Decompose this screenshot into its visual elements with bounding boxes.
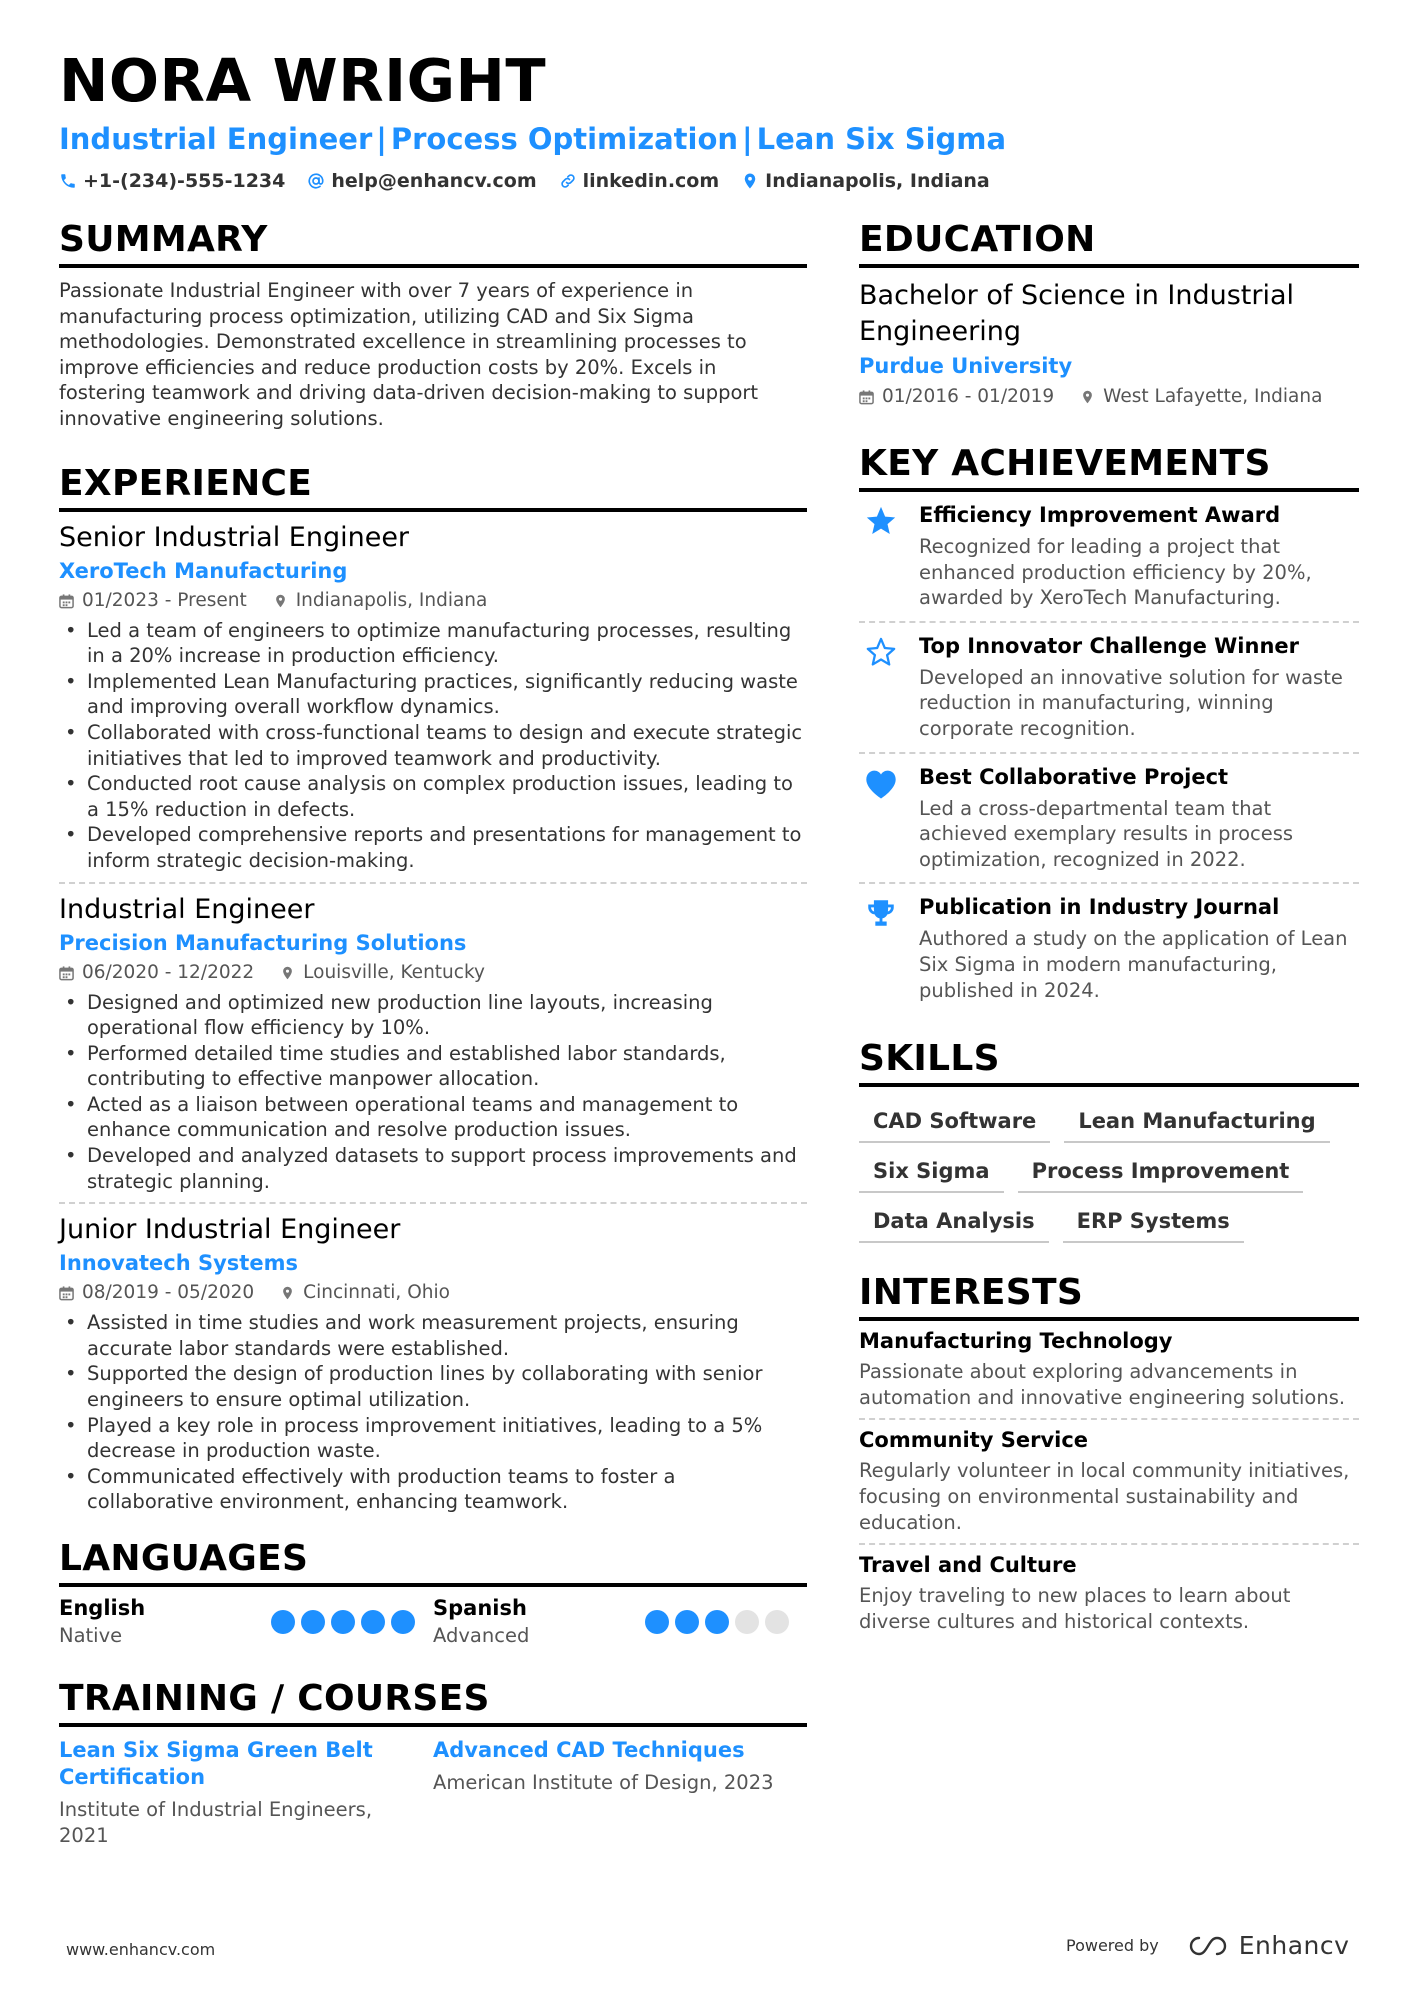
- at-icon: [307, 172, 325, 190]
- tagline-part: Process Optimization: [390, 122, 739, 156]
- job-title: Industrial Engineer: [59, 893, 315, 925]
- experience-section: [59, 462, 807, 1523]
- job-dates: [59, 958, 254, 988]
- dates-text: 06/2020 - 12/2022: [82, 961, 255, 983]
- interest-desc: Enjoy traveling to new places to learn about diverse cultures and historical contexts.: [859, 1584, 1291, 1633]
- language-level: Advanced: [433, 1624, 530, 1647]
- section-title: INTERESTS: [859, 1271, 1359, 1321]
- achievement-item: [859, 884, 1359, 1013]
- bullet-item: • Communicated effectively with production teams to foster a collaborative environment, enhancing teamwork.: [59, 1464, 807, 1515]
- course-provider: American Institute of Design, 2023: [433, 1771, 774, 1794]
- section-title: KEY ACHIEVEMENTS: [859, 442, 1359, 492]
- job-entry: [59, 1212, 807, 1523]
- achievement-item: [859, 492, 1359, 623]
- achievement-title: Best Collaborative Project: [919, 764, 1229, 789]
- interest-item: [859, 1545, 1359, 1642]
- section-title: EDUCATION: [859, 218, 1359, 268]
- achievement-icon-wrap: [859, 500, 903, 611]
- job-bullets: [59, 618, 807, 874]
- enhancv-logo-icon: [1185, 1934, 1231, 1958]
- job-entry: [59, 892, 807, 1205]
- proficiency-dot-filled: [675, 1610, 699, 1634]
- candidate-name: NORA WRIGHT: [59, 46, 547, 115]
- language-name: Spanish: [433, 1596, 527, 1620]
- achievements-section: [859, 442, 1359, 1013]
- tagline-separator: |: [376, 122, 387, 156]
- education-section: [859, 218, 1359, 412]
- language-level: Native: [59, 1624, 123, 1647]
- company-name: XeroTech Manufacturing: [59, 558, 348, 583]
- proficiency-dots: [271, 1610, 415, 1634]
- location-text: Indianapolis, Indiana: [765, 170, 990, 192]
- tagline-separator: |: [742, 122, 753, 156]
- language-list: [59, 1595, 807, 1649]
- job-meta: [59, 586, 807, 616]
- footer-website[interactable]: www.enhancv.com: [66, 1940, 216, 1959]
- achievement-title: Efficiency Improvement Award: [919, 503, 1281, 527]
- summary-section: [59, 218, 807, 432]
- interest-desc: Passionate about exploring advancements in automation and innovative engineering solutions.: [859, 1360, 1346, 1409]
- job-location: [273, 586, 488, 616]
- course-item: [59, 1737, 433, 1848]
- achievement-desc: Recognized for leading a project that enhanced production efficiency by 20%, awarded by XeroTech Manufacturing.: [919, 535, 1312, 610]
- calendar-icon: [59, 593, 74, 609]
- footer-branding: [1066, 1931, 1349, 1960]
- calendar-icon: [859, 389, 874, 405]
- job-location: [280, 1278, 450, 1308]
- section-title: SUMMARY: [59, 218, 807, 268]
- interest-desc: Regularly volunteer in local community initiatives, focusing on environmental sustainability and education.: [859, 1459, 1350, 1534]
- location-text: Indianapolis, Indiana: [295, 589, 488, 611]
- dates-text: 01/2016 - 01/2019: [882, 386, 1055, 407]
- achievement-desc: Developed an innovative solution for waste reduction in manufacturing, winning corporate recognition.: [919, 665, 1343, 740]
- bullet-item: • Conducted root cause analysis on complex production issues, leading to a 15% reduction in defects.: [59, 771, 807, 822]
- education-dates: [859, 382, 1054, 412]
- contact-bar: [59, 170, 1359, 192]
- bullet-item: • Acted as a liaison between operational teams and management to enhance communication and resolve production issues.: [59, 1092, 807, 1143]
- contact-location: [741, 170, 990, 192]
- education-meta: [859, 382, 1359, 412]
- contact-email[interactable]: [307, 170, 536, 192]
- bullet-item: • Assisted in time studies and work measurement projects, ensuring accurate labor standards were established.: [59, 1310, 807, 1361]
- interest-title: Community Service: [859, 1428, 1089, 1453]
- achievement-icon-wrap: [859, 631, 903, 742]
- dates-text: 08/2019 - 05/2020: [82, 1282, 255, 1304]
- section-title: SKILLS: [859, 1037, 1359, 1087]
- bullet-item: • Collaborated with cross-functional teams to design and execute strategic initiatives that led to improved teamwork and productivity.: [59, 720, 807, 771]
- proficiency-dot-filled: [331, 1610, 355, 1634]
- interest-title: Manufacturing Technology: [859, 1329, 1173, 1354]
- languages-section: [59, 1537, 807, 1649]
- proficiency-dot-filled: [361, 1610, 385, 1634]
- linkedin-text: linkedin.com: [582, 170, 720, 192]
- education-location: [1080, 382, 1322, 412]
- skill-tag: Six Sigma: [859, 1149, 1004, 1193]
- achievement-icon-wrap: [859, 892, 903, 1003]
- achievement-title: Top Innovator Challenge Winner: [919, 633, 1300, 658]
- heart-icon: [862, 766, 900, 800]
- proficiency-dot-filled: [645, 1610, 669, 1634]
- phone-icon: [59, 172, 77, 190]
- star-outline-icon: [863, 635, 899, 669]
- bullet-item: • Implemented Lean Manufacturing practices, significantly reducing waste and improving overall workflow dynamics.: [59, 669, 807, 720]
- achievement-desc: Led a cross-departmental team that achieved exemplary results in process optimization, recognized in 2022.: [919, 796, 1294, 871]
- proficiency-dot-filled: [705, 1610, 729, 1634]
- interest-item: [859, 1420, 1359, 1545]
- proficiency-dot-empty: [735, 1610, 759, 1634]
- proficiency-dot-filled: [391, 1610, 415, 1634]
- location-pin-icon: [741, 172, 759, 190]
- star-filled-icon: [863, 504, 899, 538]
- bullet-item: • Played a key role in process improvement initiatives, leading to a 5% decrease in production waste.: [59, 1413, 807, 1464]
- section-title: EXPERIENCE: [59, 462, 807, 512]
- skill-tag: Process Improvement: [1018, 1149, 1304, 1193]
- skill-tag: ERP Systems: [1063, 1199, 1244, 1243]
- job-bullets: [59, 990, 807, 1195]
- course-list: [59, 1737, 807, 1848]
- location-text: West Lafayette, Indiana: [1103, 386, 1323, 407]
- tagline-part: Lean Six Sigma: [756, 122, 1007, 156]
- job-bullets: [59, 1310, 807, 1515]
- calendar-icon: [59, 1285, 74, 1301]
- job-entry: [59, 520, 807, 884]
- location-pin-icon: [273, 593, 288, 609]
- powered-by-text: Powered by: [1066, 1936, 1159, 1955]
- resume-header: [59, 44, 1359, 192]
- course-provider: Institute of Industrial Engineers, 2021: [59, 1798, 373, 1847]
- link-icon: [559, 172, 577, 190]
- calendar-icon: [59, 965, 74, 981]
- achievement-desc: Authored a study on the application of Lean Six Sigma in modern manufacturing, published in 2024.: [919, 927, 1348, 1002]
- skill-list: [859, 1093, 1359, 1243]
- skill-tag: CAD Software: [859, 1099, 1050, 1143]
- location-pin-icon: [1080, 389, 1095, 405]
- job-dates: [59, 1278, 254, 1308]
- brand-logo[interactable]: [1185, 1931, 1350, 1960]
- skill-tag: Lean Manufacturing: [1064, 1099, 1329, 1143]
- contact-phone[interactable]: [59, 170, 285, 192]
- school-name: Purdue University: [859, 354, 1073, 378]
- company-name: Innovatech Systems: [59, 1251, 298, 1276]
- interests-section: [859, 1271, 1359, 1642]
- location-text: Cincinnati, Ohio: [303, 1282, 450, 1304]
- training-section: [59, 1677, 807, 1848]
- course-title: Lean Six Sigma Green Belt Certification: [59, 1738, 373, 1789]
- interest-item: [859, 1321, 1359, 1420]
- skills-section: [859, 1037, 1359, 1243]
- brand-name: Enhancv: [1238, 1931, 1350, 1960]
- email-text: help@enhancv.com: [331, 170, 537, 192]
- location-pin-icon: [280, 1285, 295, 1301]
- skill-tag: Data Analysis: [859, 1199, 1049, 1243]
- company-name: Precision Manufacturing Solutions: [59, 930, 467, 955]
- proficiency-dot-filled: [271, 1610, 295, 1634]
- phone-text: +1-(234)-555-1234: [83, 170, 286, 192]
- degree-title: Bachelor of Science in Industrial Engineering: [859, 280, 1295, 347]
- bullet-item: • Performed detailed time studies and established labor standards, contributing to effective manpower allocation.: [59, 1041, 807, 1092]
- proficiency-dot-filled: [301, 1610, 325, 1634]
- section-title: TRAINING / COURSES: [59, 1677, 807, 1727]
- dates-text: 01/2023 - Present: [82, 589, 247, 611]
- summary-text: Passionate Industrial Engineer with over 7 years of experience in manufacturing process optimization, utilizing CAD and Six Sigma methodologies. Demonstrated excellence in streamlining processes to improve efficiencies and reduce production costs by 20%. Excels in fostering teamwork and driving data-driven decision-making to support innovative engineering solutions.: [59, 279, 759, 430]
- job-dates: [59, 586, 247, 616]
- left-column: [59, 218, 807, 1848]
- bullet-item: • Developed comprehensive reports and presentations for management to inform strategic decision-making.: [59, 822, 807, 873]
- course-title: Advanced CAD Techniques: [433, 1738, 745, 1762]
- job-title: Senior Industrial Engineer: [59, 521, 410, 553]
- proficiency-dot-empty: [765, 1610, 789, 1634]
- achievement-item: [859, 754, 1359, 885]
- contact-linkedin[interactable]: [559, 170, 720, 192]
- location-pin-icon: [280, 965, 295, 981]
- trophy-icon: [864, 896, 898, 930]
- right-column: [859, 218, 1359, 1642]
- tagline: [59, 118, 1359, 160]
- language-name: English: [59, 1596, 146, 1620]
- location-text: Louisville, Kentucky: [303, 961, 485, 983]
- section-title: LANGUAGES: [59, 1537, 807, 1587]
- job-title: Junior Industrial Engineer: [59, 1214, 401, 1246]
- achievement-icon-wrap: [859, 762, 903, 873]
- achievement-item: [859, 623, 1359, 754]
- achievement-title: Publication in Industry Journal: [919, 895, 1280, 920]
- bullet-item: • Developed and analyzed datasets to support process improvements and strategic planning.: [59, 1143, 807, 1194]
- job-meta: [59, 1278, 807, 1308]
- language-item: [59, 1595, 433, 1649]
- bullet-item: • Led a team of engineers to optimize manufacturing processes, resulting in a 20% increase in production efficiency.: [59, 618, 807, 669]
- language-item: [433, 1595, 807, 1649]
- tagline-part: Industrial Engineer: [59, 122, 373, 156]
- job-meta: [59, 958, 807, 988]
- bullet-item: • Designed and optimized new production line layouts, increasing operational flow efficiency by 10%.: [59, 990, 807, 1041]
- interest-title: Travel and Culture: [859, 1553, 1077, 1578]
- proficiency-dots: [645, 1610, 789, 1634]
- job-location: [280, 958, 485, 988]
- course-item: [433, 1737, 807, 1848]
- bullet-item: • Supported the design of production lines by collaborating with senior engineers to ensure optimal utilization.: [59, 1361, 807, 1412]
